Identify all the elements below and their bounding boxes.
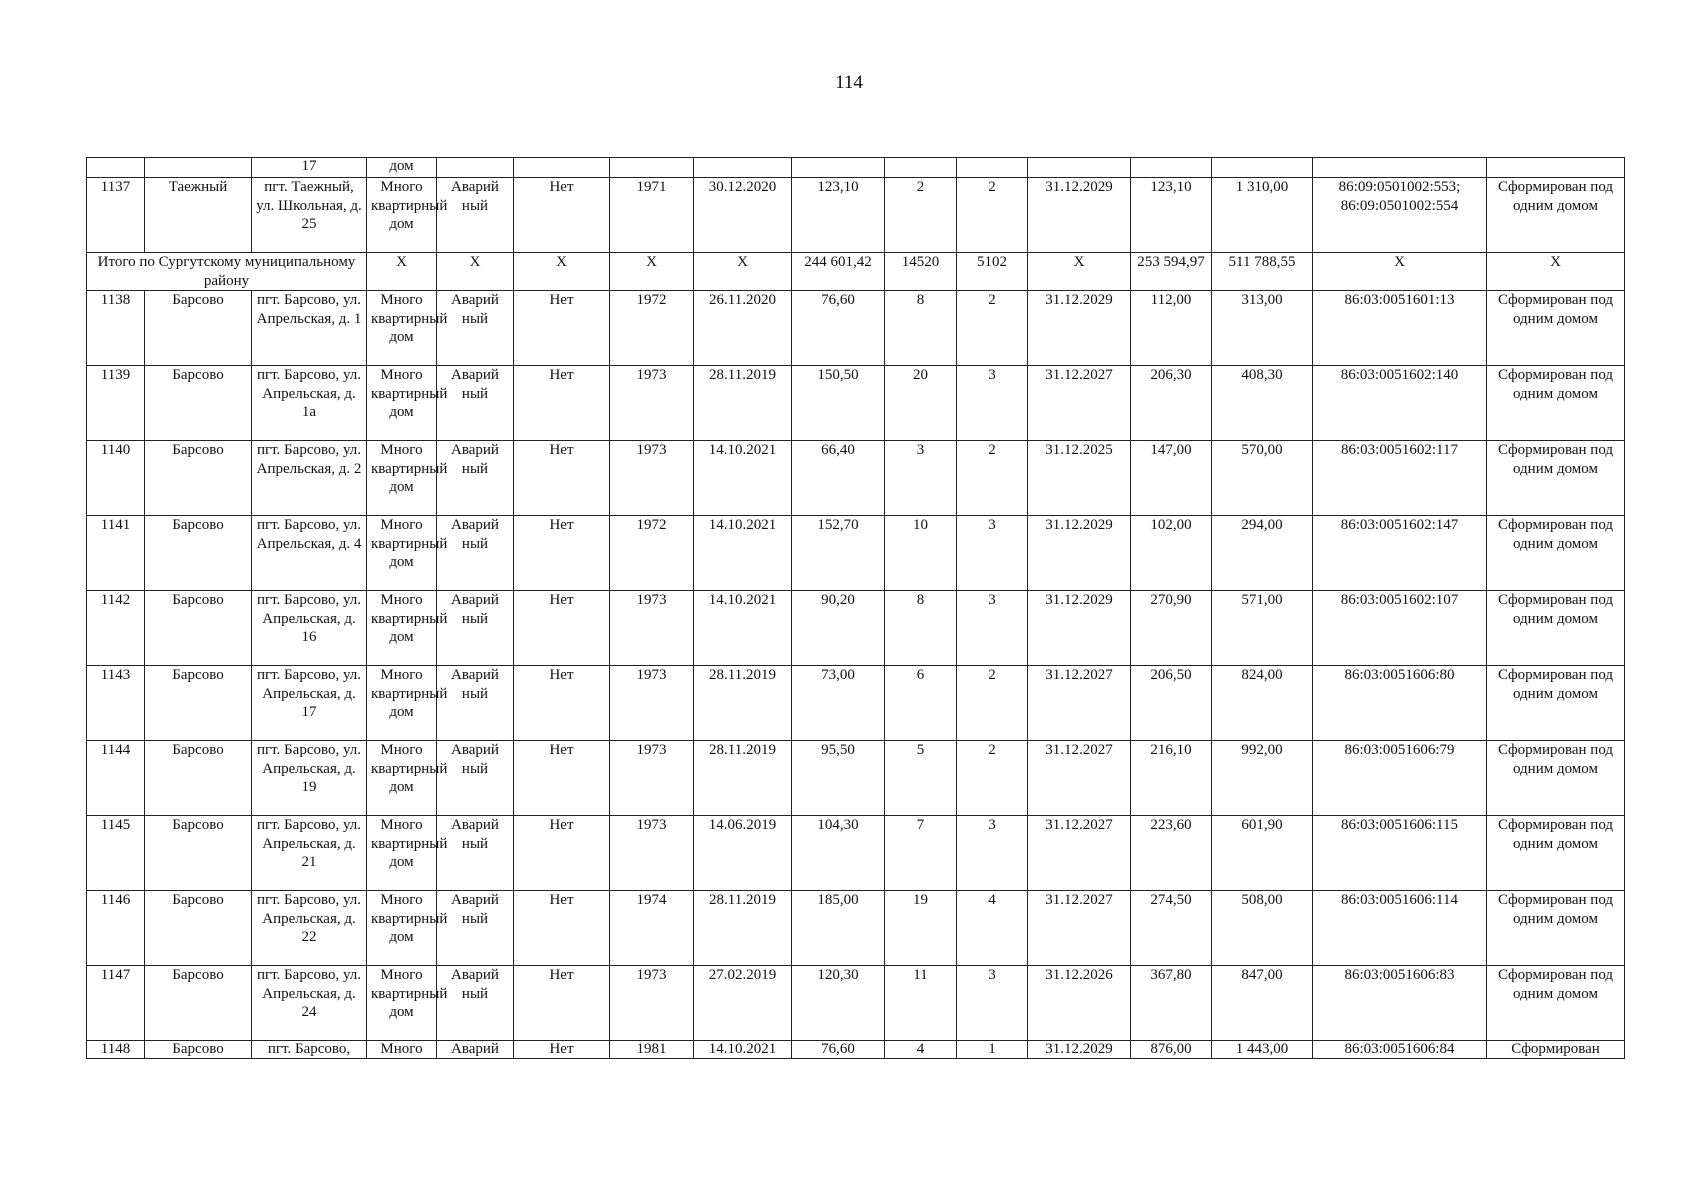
year-cell: 1972 [610,291,694,366]
table-row [87,516,1625,591]
row-number-cell: 1137 [87,178,145,253]
year-cell: 1973 [610,666,694,741]
flag-cell: Нет [514,591,610,666]
note-cell: Сформирован под одним домом [1487,366,1625,441]
date-cell: 14.06.2019 [694,816,792,891]
summary-land: 511 788,55 [1212,253,1313,291]
note-cell: Сформирован под одним домом [1487,741,1625,816]
deadline-cell: 31.12.2026 [1028,966,1131,1041]
table-row [87,1041,1625,1059]
land-cell: 508,00 [1212,891,1313,966]
type-cell: дом [367,158,437,178]
area2-cell: 216,10 [1131,741,1212,816]
table-row [87,291,1625,366]
status-cell: Аварий [437,1041,514,1059]
deadline-cell: 31.12.2029 [1028,591,1131,666]
date-cell: 30.12.2020 [694,178,792,253]
housing-registry-table [86,157,1625,1059]
area2-cell: 206,30 [1131,366,1212,441]
rooms-cell: 2 [957,178,1028,253]
cadastral-cell: 86:03:0051601:13 [1313,291,1487,366]
residents-cell: 10 [885,516,957,591]
date-cell: 14.10.2021 [694,516,792,591]
rooms-cell: 2 [957,291,1028,366]
settlement-cell: Барсово [145,666,252,741]
area2-cell: 123,10 [1131,178,1212,253]
year-cell: 1973 [610,441,694,516]
flag-cell: Нет [514,741,610,816]
area-cell: 120,30 [792,966,885,1041]
rooms-cell: 2 [957,741,1028,816]
settlement-cell: Барсово [145,891,252,966]
note-cell: Сформирован под одним домом [1487,666,1625,741]
table-row [87,816,1625,891]
residents-cell: 5 [885,741,957,816]
date-cell: 14.10.2021 [694,1041,792,1059]
type-cell: Много квартирный дом [367,666,437,741]
area2-cell: 270,90 [1131,591,1212,666]
cadastral-cell: 86:03:0051602:147 [1313,516,1487,591]
land-cell: 570,00 [1212,441,1313,516]
rooms-cell: 3 [957,816,1028,891]
note-cell: Сформирован [1487,1041,1625,1059]
flag-cell: Нет [514,666,610,741]
note-cell: Сформирован под одним домом [1487,516,1625,591]
area2-cell: 876,00 [1131,1041,1212,1059]
deadline-cell: 31.12.2027 [1028,741,1131,816]
deadline-cell: 31.12.2029 [1028,291,1131,366]
area-cell: 104,30 [792,816,885,891]
summary-rooms: 5102 [957,253,1028,291]
row-number-cell: 1146 [87,891,145,966]
settlement-cell: Барсово [145,816,252,891]
row-number-cell: 1148 [87,1041,145,1059]
residents-cell: 20 [885,366,957,441]
address-cell: 17 [252,158,367,178]
area-cell: 152,70 [792,516,885,591]
table-row [87,178,1625,253]
flag-cell: Нет [514,291,610,366]
date-cell: 26.11.2020 [694,291,792,366]
land-cell: 601,90 [1212,816,1313,891]
summary-x: X [610,253,694,291]
area2-cell: 274,50 [1131,891,1212,966]
summary-area2: 253 594,97 [1131,253,1212,291]
summary-label: Итого по Сургутскому муниципальному району [87,253,367,291]
land-cell: 824,00 [1212,666,1313,741]
year-cell: 1973 [610,966,694,1041]
summary-x: X [514,253,610,291]
rooms-cell: 4 [957,891,1028,966]
note-cell: Сформирован под одним домом [1487,591,1625,666]
table-row [87,891,1625,966]
table-row [87,591,1625,666]
address-cell: пгт. Барсово, ул. Апрельская, д. 24 [252,966,367,1041]
area-cell: 90,20 [792,591,885,666]
row-number-cell: 1147 [87,966,145,1041]
area2-cell: 147,00 [1131,441,1212,516]
land-cell: 313,00 [1212,291,1313,366]
date-cell: 28.11.2019 [694,891,792,966]
residents-cell: 8 [885,591,957,666]
area-cell: 95,50 [792,741,885,816]
year-cell: 1972 [610,516,694,591]
date-cell: 28.11.2019 [694,666,792,741]
status-cell: Аварий ный [437,891,514,966]
land-cell: 1 310,00 [1212,178,1313,253]
type-cell: Много квартирный дом [367,516,437,591]
table-row [87,741,1625,816]
area-cell: 150,50 [792,366,885,441]
table-row-fragment [87,158,1625,178]
type-cell: Много квартирный дом [367,741,437,816]
area-cell: 76,60 [792,291,885,366]
cadastral-cell: 86:03:0051606:83 [1313,966,1487,1041]
note-cell: Сформирован под одним домом [1487,891,1625,966]
address-cell: пгт. Барсово, [252,1041,367,1059]
summary-x: X [694,253,792,291]
settlement-cell: Барсово [145,366,252,441]
flag-cell: Нет [514,366,610,441]
cadastral-cell: 86:03:0051606:80 [1313,666,1487,741]
land-cell: 1 443,00 [1212,1041,1313,1059]
status-cell: Аварий ный [437,516,514,591]
year-cell: 1973 [610,591,694,666]
deadline-cell: 31.12.2029 [1028,1041,1131,1059]
address-cell: пгт. Барсово, ул. Апрельская, д. 1а [252,366,367,441]
area2-cell: 206,50 [1131,666,1212,741]
residents-cell: 4 [885,1041,957,1059]
summary-area: 244 601,42 [792,253,885,291]
type-cell: Много [367,1041,437,1059]
status-cell: Аварий ный [437,441,514,516]
status-cell: Аварий ный [437,591,514,666]
year-cell: 1973 [610,816,694,891]
land-cell: 408,30 [1212,366,1313,441]
summary-row [87,253,1625,291]
type-cell: Много квартирный дом [367,816,437,891]
address-cell: пгт. Барсово, ул. Апрельская, д. 19 [252,741,367,816]
address-cell: пгт. Таежный, ул. Школьная, д. 25 [252,178,367,253]
flag-cell: Нет [514,516,610,591]
area2-cell: 112,00 [1131,291,1212,366]
address-cell: пгт. Барсово, ул. Апрельская, д. 22 [252,891,367,966]
rooms-cell: 3 [957,591,1028,666]
cadastral-cell: 86:03:0051606:115 [1313,816,1487,891]
summary-x: X [437,253,514,291]
note-cell: Сформирован под одним домом [1487,816,1625,891]
land-cell: 571,00 [1212,591,1313,666]
address-cell: пгт. Барсово, ул. Апрельская, д. 21 [252,816,367,891]
status-cell: Аварий ный [437,741,514,816]
area-cell: 123,10 [792,178,885,253]
status-cell: Аварий ный [437,178,514,253]
area2-cell: 102,00 [1131,516,1212,591]
residents-cell: 11 [885,966,957,1041]
table-row [87,966,1625,1041]
row-number-cell: 1139 [87,366,145,441]
residents-cell: 3 [885,441,957,516]
flag-cell: Нет [514,966,610,1041]
cadastral-cell: 86:03:0051602:107 [1313,591,1487,666]
rooms-cell: 1 [957,1041,1028,1059]
year-cell: 1973 [610,366,694,441]
address-cell: пгт. Барсово, ул. Апрельская, д. 4 [252,516,367,591]
date-cell: 14.10.2021 [694,441,792,516]
area2-cell: 367,80 [1131,966,1212,1041]
summary-x: X [367,253,437,291]
type-cell: Много квартирный дом [367,291,437,366]
flag-cell: Нет [514,441,610,516]
land-cell: 294,00 [1212,516,1313,591]
rooms-cell: 2 [957,441,1028,516]
area2-cell: 223,60 [1131,816,1212,891]
row-number-cell: 1140 [87,441,145,516]
note-cell: Сформирован под одним домом [1487,441,1625,516]
deadline-cell: 31.12.2029 [1028,178,1131,253]
settlement-cell: Барсово [145,516,252,591]
cadastral-cell: 86:03:0051606:79 [1313,741,1487,816]
date-cell: 27.02.2019 [694,966,792,1041]
address-cell: пгт. Барсово, ул. Апрельская, д. 1 [252,291,367,366]
row-number-cell: 1138 [87,291,145,366]
settlement-cell: Барсово [145,441,252,516]
row-number-cell: 1144 [87,741,145,816]
summary-x: X [1028,253,1131,291]
type-cell: Много квартирный дом [367,178,437,253]
rooms-cell: 3 [957,366,1028,441]
area-cell: 185,00 [792,891,885,966]
cadastral-cell: 86:03:0051606:84 [1313,1041,1487,1059]
deadline-cell: 31.12.2027 [1028,666,1131,741]
residents-cell: 7 [885,816,957,891]
settlement-cell: Барсово [145,966,252,1041]
settlement-cell: Барсово [145,741,252,816]
area-cell: 73,00 [792,666,885,741]
summary-residents: 14520 [885,253,957,291]
land-cell: 992,00 [1212,741,1313,816]
address-cell: пгт. Барсово, ул. Апрельская, д. 17 [252,666,367,741]
row-number-cell: 1143 [87,666,145,741]
table-row [87,366,1625,441]
row-number-cell: 1145 [87,816,145,891]
type-cell: Много квартирный дом [367,891,437,966]
date-cell: 28.11.2019 [694,366,792,441]
rooms-cell: 3 [957,966,1028,1041]
flag-cell: Нет [514,816,610,891]
summary-x: X [1487,253,1625,291]
cadastral-cell: 86:03:0051602:117 [1313,441,1487,516]
deadline-cell: 31.12.2027 [1028,816,1131,891]
cadastral-cell: 86:03:0051602:140 [1313,366,1487,441]
table-row [87,666,1625,741]
residents-cell: 6 [885,666,957,741]
note-cell: Сформирован под одним домом [1487,966,1625,1041]
flag-cell: Нет [514,1041,610,1059]
settlement-cell: Таежный [145,178,252,253]
rooms-cell: 2 [957,666,1028,741]
deadline-cell: 31.12.2027 [1028,366,1131,441]
type-cell: Много квартирный дом [367,966,437,1041]
table-row [87,441,1625,516]
residents-cell: 19 [885,891,957,966]
flag-cell: Нет [514,178,610,253]
row-number-cell: 1142 [87,591,145,666]
land-cell: 847,00 [1212,966,1313,1041]
flag-cell: Нет [514,891,610,966]
date-cell: 14.10.2021 [694,591,792,666]
settlement-cell: Барсово [145,1041,252,1059]
address-cell: пгт. Барсово, ул. Апрельская, д. 16 [252,591,367,666]
page-number: 114 [835,72,863,93]
settlement-cell: Барсово [145,591,252,666]
residents-cell: 8 [885,291,957,366]
note-cell: Сформирован под одним домом [1487,291,1625,366]
area-cell: 76,60 [792,1041,885,1059]
status-cell: Аварий ный [437,666,514,741]
year-cell: 1971 [610,178,694,253]
year-cell: 1981 [610,1041,694,1059]
date-cell: 28.11.2019 [694,741,792,816]
year-cell: 1974 [610,891,694,966]
cadastral-cell: 86:09:0501002:553; 86:09:0501002:554 [1313,178,1487,253]
type-cell: Много квартирный дом [367,366,437,441]
year-cell: 1973 [610,741,694,816]
deadline-cell: 31.12.2029 [1028,516,1131,591]
type-cell: Много квартирный дом [367,591,437,666]
area-cell: 66,40 [792,441,885,516]
status-cell: Аварий ный [437,816,514,891]
rooms-cell: 3 [957,516,1028,591]
note-cell: Сформирован под одним домом [1487,178,1625,253]
address-cell: пгт. Барсово, ул. Апрельская, д. 2 [252,441,367,516]
cadastral-cell: 86:03:0051606:114 [1313,891,1487,966]
type-cell: Много квартирный дом [367,441,437,516]
deadline-cell: 31.12.2027 [1028,891,1131,966]
status-cell: Аварий ный [437,291,514,366]
residents-cell: 2 [885,178,957,253]
status-cell: Аварий ный [437,966,514,1041]
status-cell: Аварий ный [437,366,514,441]
deadline-cell: 31.12.2025 [1028,441,1131,516]
row-number-cell: 1141 [87,516,145,591]
settlement-cell: Барсово [145,291,252,366]
summary-x: X [1313,253,1487,291]
